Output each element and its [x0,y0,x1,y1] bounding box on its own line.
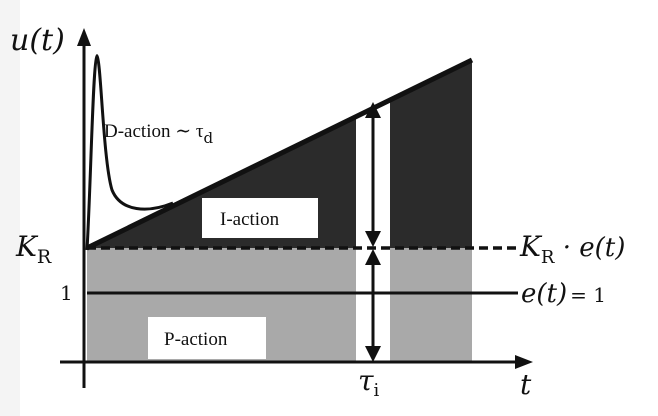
kr-letter: K [16,230,37,263]
d-action-text: D-action ∼ τ [104,121,204,142]
tau-i-label [358,364,380,401]
p-action-label: P-action [164,329,228,350]
one-tick-label: 1 [60,281,73,305]
y-axis-arrowhead [77,28,91,46]
kr-et-rest: · e(t) [554,233,626,263]
et-value: = 1 [570,283,606,307]
et-text: e(t) [521,279,568,309]
y-axis-label: u(t) [10,23,65,58]
tau-i-letter: τ [358,364,374,397]
kr-et-letter: K [520,230,541,263]
page-shading [0,0,20,416]
tau-i-subscript: i [373,380,380,401]
kr-subscript: R [36,246,52,268]
d-action-subscript: d [203,129,214,147]
kr-et-subscript: R [540,247,555,268]
et-equals-one-label [521,279,606,309]
d-action-label [104,121,214,147]
p-action-area [87,248,472,362]
x-axis-label: t [520,368,532,401]
x-axis-arrowhead [515,355,533,369]
kr-label [15,230,52,268]
i-action-label: I-action [220,209,280,230]
kr-et-label [519,230,625,268]
